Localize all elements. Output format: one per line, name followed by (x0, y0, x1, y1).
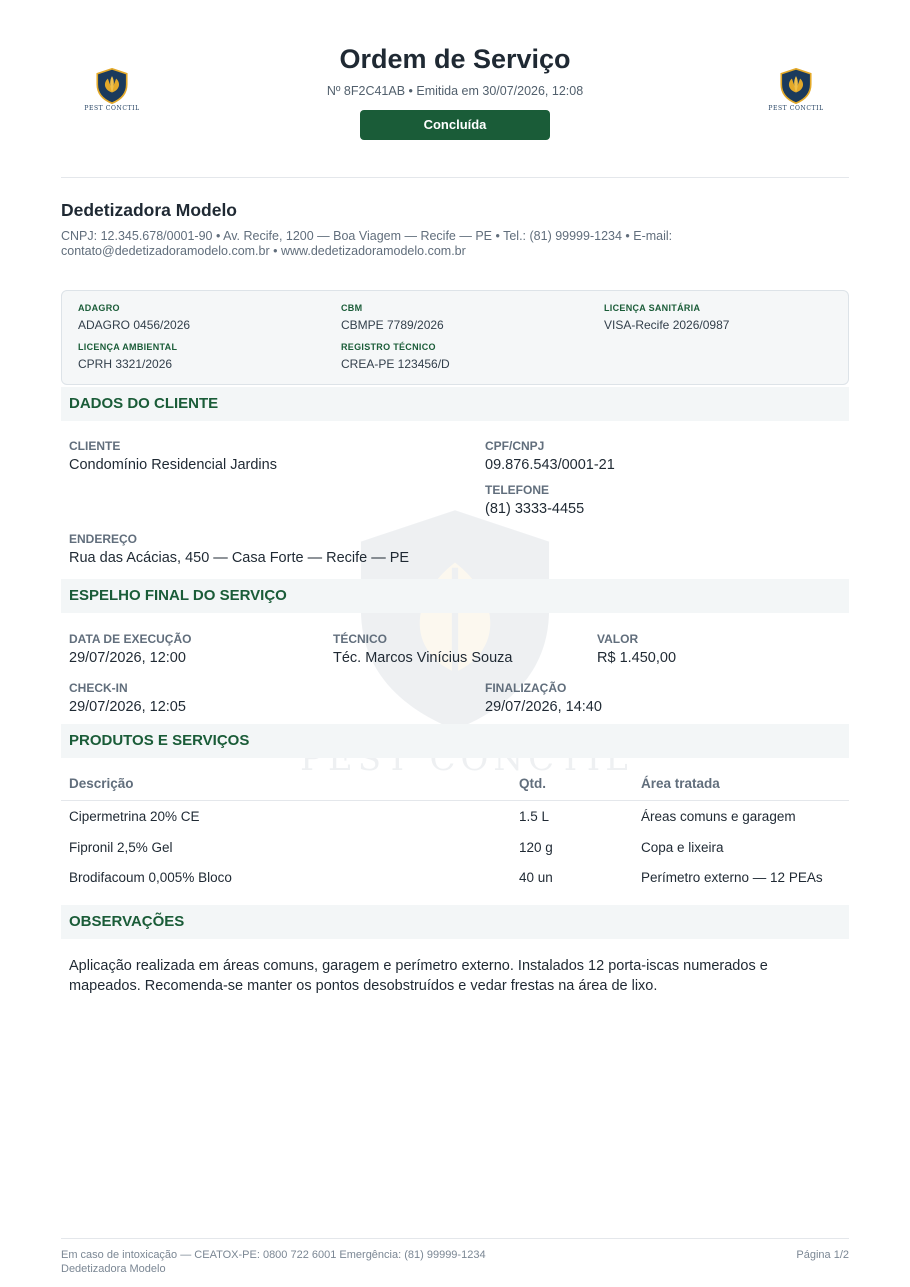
product-area: Perímetro externo — 12 PEAs (641, 870, 823, 885)
column-header-area: Área tratada (641, 776, 720, 791)
page-title: Ordem de Serviço (339, 44, 571, 74)
client-name-field (69, 439, 277, 473)
license-value: ADAGRO 0456/2026 (78, 318, 191, 332)
license-registro-tecnico (341, 342, 450, 371)
field-label: CHECK-IN (69, 681, 128, 695)
field-label: FINALIZAÇÃO (485, 681, 567, 695)
product-quantity: 120 g (519, 839, 553, 855)
products-table (61, 766, 849, 894)
field-label: VALOR (597, 632, 639, 646)
execution-date: 29/07/2026, 12:00 (69, 650, 186, 666)
license-label: ADAGRO (78, 303, 120, 313)
company-block (61, 200, 849, 259)
table-header-row (61, 766, 849, 801)
license-value: CREA-PE 123456/D (341, 357, 450, 371)
client-doc: 09.876.543/0001-21 (485, 457, 615, 473)
license-cbm (341, 303, 444, 332)
client-doc-field (485, 439, 615, 473)
product-area: Copa e lixeira (641, 839, 724, 855)
table-row (61, 802, 849, 833)
license-sanitaria (604, 303, 729, 332)
observations-text: Aplicação realizada em áreas comuns, garagem e perímetro externo. Instalados 12 porta-iscas numerados e mapeados. Recomenda-se manter os pontos desobstruídos e vedar frestas na área de lixo. (69, 958, 768, 994)
field-label: ENDEREÇO (69, 532, 138, 546)
footer-company: Dedetizadora Modelo (61, 1262, 166, 1275)
status-badge: Concluída (360, 110, 550, 140)
logo-text: PEST CONCTIL (84, 105, 140, 112)
service-value-field (597, 632, 676, 666)
product-description: Brodifacoum 0,005% Bloco (69, 870, 232, 885)
section-service-title: ESPELHO FINAL DO SERVIÇO (61, 579, 849, 613)
section-client-title: DADOS DO CLIENTE (61, 387, 849, 421)
document-number-date: Nº 8F2C41AB • Emitida em 30/07/2026, 12:08 (326, 84, 584, 98)
product-area: Áreas comuns e garagem (641, 809, 796, 824)
footer-emergency: Em caso de intoxicação — CEATOX-PE: 0800 722 6001 Emergência: (81) 99999-1234 (61, 1249, 486, 1261)
client-address-field (69, 532, 409, 566)
finish-field (485, 681, 602, 715)
page-number: Página 1/2 (796, 1249, 849, 1261)
product-quantity: 1.5 L (519, 809, 550, 824)
product-quantity: 40 un (519, 870, 553, 885)
company-info: CNPJ: 12.345.678/0001-90 • Av. Recife, 1200 — Boa Viagem — Recife — PE • Tel.: (81) 99999-1234 • E-mail: contato@dedetizadoramodelo.com.br • www.dedetizadoramodelo.com.br (61, 229, 673, 258)
header-divider (61, 177, 849, 178)
license-label: LICENÇA AMBIENTAL (78, 342, 178, 352)
technician-field (333, 632, 512, 666)
technician-name: Téc. Marcos Vinícius Souza (333, 650, 513, 666)
finish-time: 29/07/2026, 14:40 (485, 699, 602, 715)
checkin-time: 29/07/2026, 12:05 (69, 699, 186, 715)
service-value: R$ 1.450,00 (597, 650, 677, 666)
column-header-description: Descrição (69, 776, 134, 791)
client-phone: (81) 3333-4455 (485, 501, 585, 517)
table-row (61, 833, 849, 864)
section-products-title: PRODUTOS E SERVIÇOS (61, 724, 849, 758)
license-adagro (78, 303, 190, 332)
licenses-box (61, 290, 849, 385)
license-value: CBMPE 7789/2026 (341, 318, 444, 332)
field-label: TELEFONE (485, 483, 550, 497)
field-label: CPF/CNPJ (485, 439, 545, 453)
license-ambiental (78, 342, 177, 371)
client-address: Rua das Acácias, 450 — Casa Forte — Recife — PE (69, 550, 410, 566)
license-label: CBM (341, 303, 363, 313)
checkin-field (69, 681, 186, 715)
license-value: VISA-Recife 2026/0987 (604, 318, 730, 332)
product-description: Cipermetrina 20% CE (69, 809, 200, 824)
footer-divider (61, 1238, 849, 1239)
field-label: CLIENTE (69, 439, 121, 453)
company-name: Dedetizadora Modelo (61, 200, 237, 220)
section-observations-title: OBSERVAÇÕES (61, 905, 849, 939)
license-label: REGISTRO TÉCNICO (341, 342, 436, 352)
table-row (61, 863, 849, 894)
license-value: CPRH 3321/2026 (78, 357, 173, 371)
client-phone-field (485, 483, 584, 517)
column-header-quantity: Qtd. (519, 776, 546, 791)
product-description: Fipronil 2,5% Gel (69, 839, 173, 855)
watermark-text: PEST CONCTIL (300, 739, 633, 779)
document-header (0, 42, 910, 140)
logo-text: PEST CONCTIL (768, 105, 824, 112)
execution-date-field (69, 632, 191, 666)
license-label: LICENÇA SANITÁRIA (604, 303, 701, 313)
footer-info (61, 1249, 486, 1276)
client-name: Condomínio Residencial Jardins (69, 457, 277, 473)
field-label: DATA DE EXECUÇÃO (69, 632, 192, 646)
field-label: TÉCNICO (333, 632, 387, 646)
